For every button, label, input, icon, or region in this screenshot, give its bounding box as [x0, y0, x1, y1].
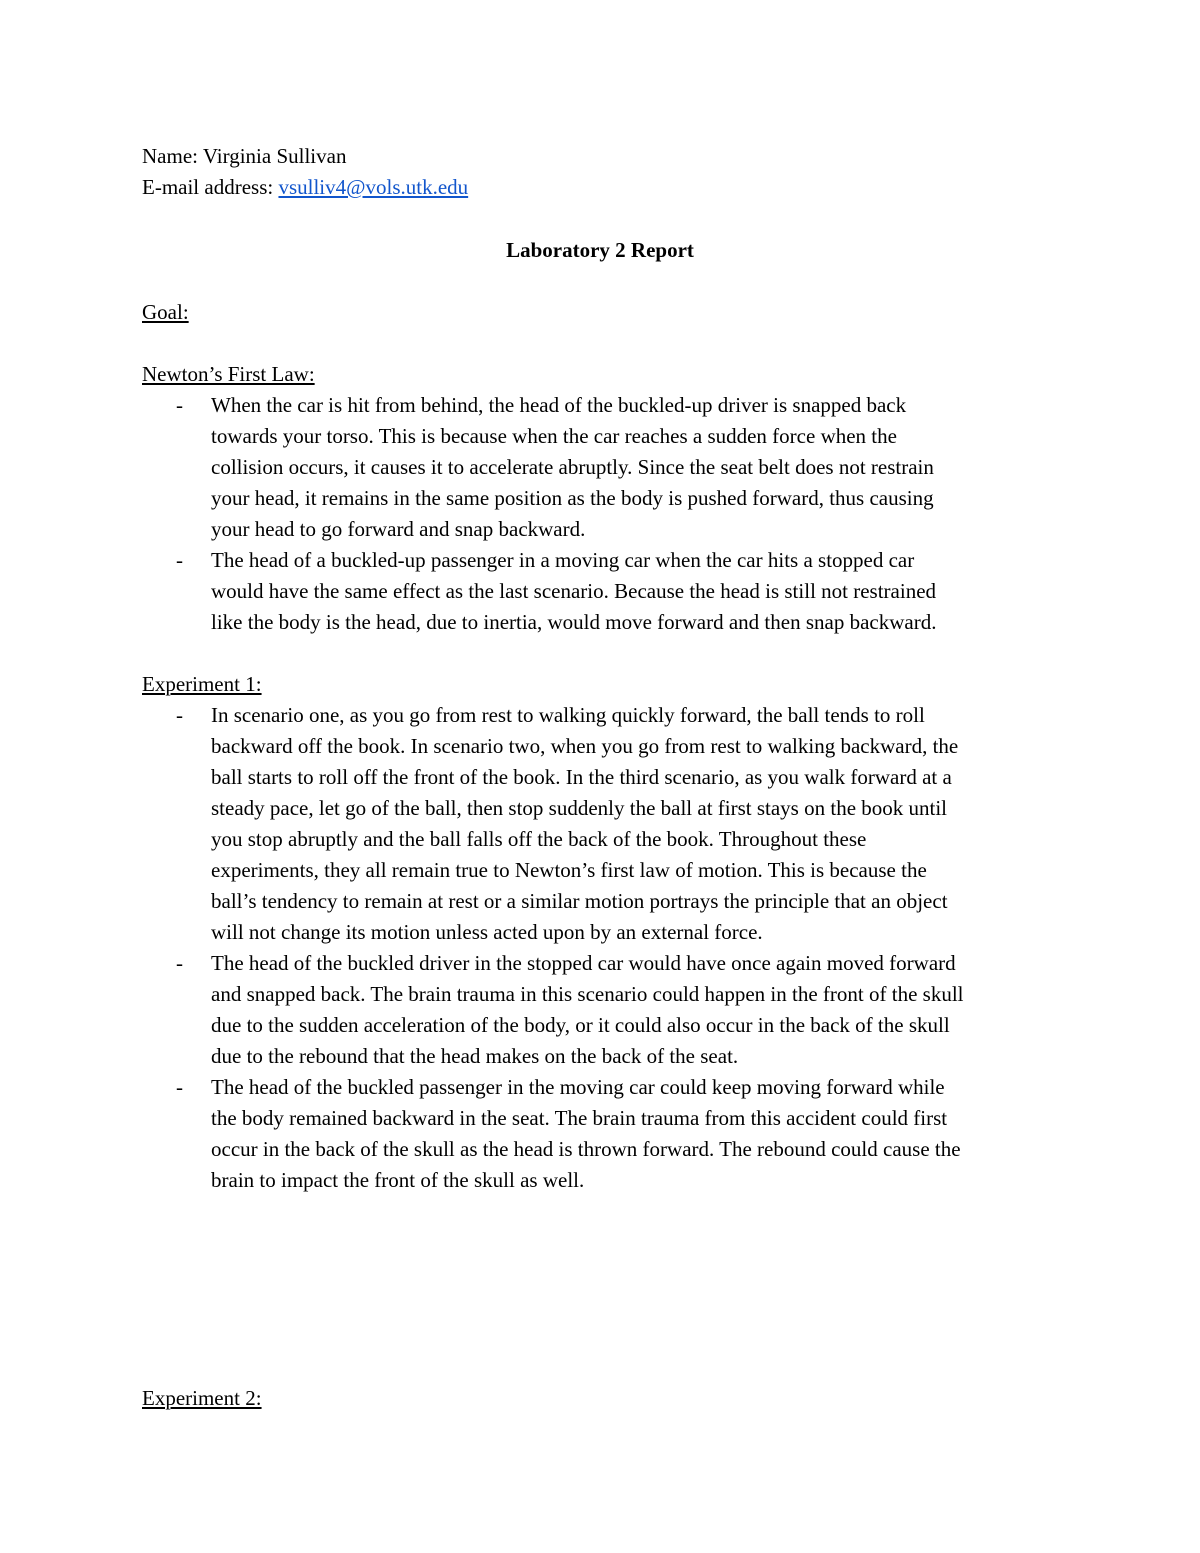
text-line: The head of the buckled driver in the stopped car would have once again moved forward — [211, 951, 956, 975]
bullet-dash: - — [176, 951, 183, 975]
text-line: due to the sudden acceleration of the body, or it could also occur in the back of the skull — [211, 1013, 950, 1037]
text-line: In scenario one, as you go from rest to walking quickly forward, the ball tends to roll — [211, 703, 925, 727]
bullet-text — [211, 545, 1200, 638]
text-line: ball’s tendency to remain at rest or a similar motion portrays the principle that an object — [211, 889, 948, 913]
text-line: you stop abruptly and the ball falls off the back of the book. Throughout these — [211, 827, 867, 851]
text-line: The head of the buckled passenger in the moving car could keep moving forward while — [211, 1075, 945, 1099]
text-line: backward off the book. In scenario two, when you go from rest to walking backward, the — [211, 734, 959, 758]
email-label: E-mail address: — [142, 175, 274, 199]
bullet-dash: - — [176, 703, 183, 727]
experiment-2-heading: Experiment 2: — [142, 1386, 262, 1410]
text-line: experiments, they all remain true to Newton’s first law of motion. This is because the — [211, 858, 927, 882]
bullet-text — [211, 948, 1200, 1072]
bullet-dash: - — [176, 1075, 183, 1099]
experiment-1-heading: Experiment 1: — [142, 672, 262, 696]
bullet-text — [211, 390, 1200, 545]
text-line: due to the rebound that the head makes on the back of the seat. — [211, 1044, 739, 1068]
text-line: your head, it remains in the same position as the body is pushed forward, thus causing — [211, 486, 934, 510]
text-line: would have the same effect as the last scenario. Because the head is still not restrained — [211, 579, 937, 603]
text-line: occur in the back of the skull as the head is thrown forward. The rebound could cause the — [211, 1137, 961, 1161]
email-line — [142, 172, 468, 203]
goal-heading: Goal: — [142, 300, 189, 324]
bullet-text — [211, 700, 1200, 948]
bullet-dash: - — [176, 548, 183, 572]
text-line: like the body is the head, due to inertia, would move forward and then snap backward. — [211, 610, 937, 634]
text-line: your head to go forward and snap backward. — [211, 517, 586, 541]
bullet-text — [211, 1072, 1200, 1196]
email-link[interactable]: vsulliv4@vols.utk.edu — [278, 175, 469, 199]
name-label: Name: — [142, 144, 198, 168]
text-line: ball starts to roll off the front of the book. In the third scenario, as you walk forward at a — [211, 765, 952, 789]
bullet-dash: - — [176, 393, 183, 417]
text-line: and snapped back. The brain trauma in this scenario could happen in the front of the skull — [211, 982, 964, 1006]
text-line: the body remained backward in the seat. The brain trauma from this accident could first — [211, 1106, 948, 1130]
name-value: Virginia Sullivan — [202, 144, 347, 168]
text-line: brain to impact the front of the skull as well. — [211, 1168, 585, 1192]
document-title: Laboratory 2 Report — [506, 238, 694, 262]
text-line: steady pace, let go of the ball, then stop suddenly the ball at first stays on the book until — [211, 796, 948, 820]
text-line: towards your torso. This is because when the car reaches a sudden force when the — [211, 424, 897, 448]
text-line: When the car is hit from behind, the head of the buckled-up driver is snapped back — [211, 393, 907, 417]
name-line — [142, 141, 346, 172]
text-line: collision occurs, it causes it to accelerate abruptly. Since the seat belt does not restrain — [211, 455, 934, 479]
newtons-first-law-heading: Newton’s First Law: — [142, 362, 315, 386]
text-line: will not change its motion unless acted upon by an external force. — [211, 920, 763, 944]
text-line: The head of a buckled-up passenger in a moving car when the car hits a stopped car — [211, 548, 915, 572]
